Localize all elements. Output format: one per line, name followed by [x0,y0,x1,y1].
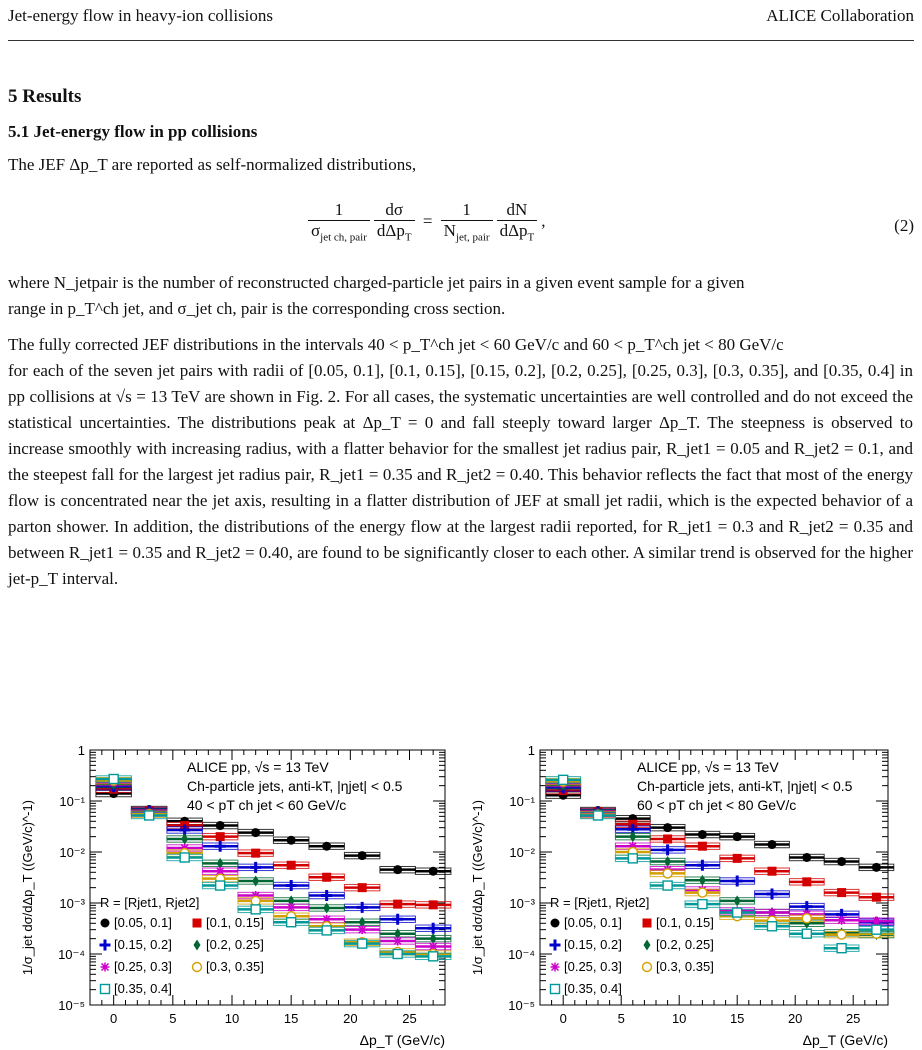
data-point [837,930,846,939]
y-tick-label: 10⁻⁵ [508,998,535,1013]
data-point [837,916,846,925]
data-point [733,832,742,841]
data-point [872,917,881,926]
header-title: Jet-energy flow in heavy-ion collisions [8,6,274,25]
x-axis-label: Δp_T (GeV/c) [359,1032,445,1048]
x-tick-label: 20 [343,1011,358,1026]
running-header [8,0,914,41]
x-tick-label: 0 [110,1011,118,1026]
data-point [802,877,811,886]
x-tick-label: 25 [845,1011,861,1026]
x-tick-label: 25 [402,1011,417,1026]
data-point [698,830,707,839]
data-point [252,876,259,887]
x-tick-label: 10 [224,1011,240,1026]
data-point [109,775,118,784]
legend-marker [193,919,202,928]
data-point [663,834,672,843]
legend-label: [0.05, 0.1] [114,915,172,930]
data-point [216,881,225,890]
data-point [322,926,331,935]
data-point [321,890,332,901]
data-point [429,867,438,876]
y-tick-label: 10⁻⁴ [58,947,85,962]
data-point [181,833,188,844]
legend-label: [0.25, 0.3] [114,959,172,974]
y-tick-label: 10⁻⁵ [58,998,85,1013]
legend-marker [101,985,110,994]
legend-label: [0.35, 0.4] [114,981,172,996]
legend-marker [194,940,201,951]
legend-label: [0.35, 0.4] [564,981,622,996]
y-tick-label: 10⁻³ [509,896,535,911]
data-point [287,903,296,912]
data-point [732,876,743,887]
data-point [215,841,226,852]
legend-marker [101,963,110,972]
x-tick-label: 15 [729,1011,745,1026]
data-point [802,853,811,862]
data-point [698,888,707,897]
data-point [358,851,367,860]
data-point [180,853,189,862]
data-point [837,944,846,953]
data-point [697,860,708,871]
legend-label: [0.2, 0.25] [656,937,714,952]
data-point [872,863,881,872]
x-tick-label: 5 [617,1011,625,1026]
data-point [663,823,672,832]
header-collaboration: ALICE Collaboration [766,6,914,25]
legend-marker [551,963,560,972]
data-point [663,881,672,890]
data-point [628,854,637,863]
subsection-heading: 5.1 Jet-energy flow in pp collisions [8,122,258,141]
data-point [733,854,742,863]
legend-label: [0.1, 0.15] [656,915,714,930]
legend-label: [0.05, 0.1] [564,915,622,930]
data-point [699,875,706,886]
data-point [802,914,811,923]
y-tick-label: 10⁻⁴ [508,947,535,962]
legend-label: [0.15, 0.2] [564,937,622,952]
legend-marker [643,919,652,928]
legend-label: [0.3, 0.35] [206,959,264,974]
y-tick-label: 10⁻³ [59,896,85,911]
legend-title: R = [Rjet1, Rjet2] [550,895,650,910]
data-point [358,939,367,948]
chart-annotation: Ch-particle jets, anti-kT, |ηjet| < 0.5 [187,778,403,794]
data-point [663,869,672,878]
data-point [286,880,297,891]
data-point [872,925,881,934]
paragraph-2-line-1: The fully corrected JEF distributions in the intervals 40 < p_T^ch jet < 60 GeV/c and 60 < p_T^ch jet < 80 GeV/c [8,335,784,354]
legend-label: [0.1, 0.15] [206,915,264,930]
equation-2: $\frac{1}{\sigma_{jet ch, pair}}$ $\frac{d\sigma}{d\Delta p_T}$ = $\frac{1}{N_{jet, pair}}$ $\frac{dN}{d\Delta p_T}$ , (2) [0,198,922,264]
y-tick-label: 1 [527,743,535,758]
data-point [287,836,296,845]
data-point [429,952,438,961]
x-tick-label: 10 [671,1011,687,1026]
legend-marker [550,940,561,951]
legend-marker [643,963,652,972]
data-point [250,862,261,873]
data-point [392,914,403,925]
legend-marker [193,963,202,972]
data-point [734,895,741,906]
legend-label: [0.2, 0.25] [206,937,264,952]
chart-panel-1 [20,743,451,1048]
data-point [698,842,707,851]
y-tick-label: 10⁻² [509,845,535,860]
y-axis-label: 1/σ_jet dσ/dΔp_T ((GeV/c)^-1) [470,800,485,976]
intro-sentence: The JEF Δp_T are reported as self-normalized distributions, [8,155,417,174]
data-point [393,936,402,945]
data-point [216,832,225,841]
data-point [357,902,368,913]
legend-marker [100,940,111,951]
data-point [837,888,846,897]
data-point [393,865,402,874]
chart-panel-2 [470,743,894,1048]
data-point [216,821,225,830]
data-point [145,811,154,820]
legend-marker [551,985,560,994]
data-point [429,900,438,909]
data-point [323,902,330,913]
x-tick-label: 20 [787,1011,803,1026]
y-tick-label: 1 [77,743,85,758]
legend-label: [0.3, 0.35] [656,959,714,974]
data-point [322,842,331,851]
chart-annotation: 60 < pT ch jet < 80 GeV/c [637,797,797,813]
paragraph-2-body: for each of the seven jet pairs with radii of [0.05, 0.1], [0.1, 0.15], [0.15, 0.2], [0.2, 0.25], [0.25, 0.3], [0.3, 0.35], and [0.35, 0.4] in pp collisions at √s = 13 TeV are shown in Fig. 2. For all cases, the systematic uncertainties are well controlled and do not exceed the statistical uncertainties. The distributions peak at Δp_T = 0 and fall steeply toward larger Δp_T. The steepness is observed to increase smoothly with increasing radius, with a flatter behavior for the smallest jet radius pair, R_jet1 = 0.05 and R_jet2 = 0.1, and the steepest fall for the largest jet radius pair, R_jet1 = 0.35 and R_jet2 = 0.40. This behavior reflects the fact that most of the energy flow is concentrated near the jet axis, resulting in a flatter distribution of JEF at small jet radii, which is the expected behavior of a parton shower. In addition, the distributions of the energy flow at the largest radii reported, for R_jet1 = 0.3 and R_jet2 = 0.35 and between R_jet1 = 0.35 and R_jet2 = 0.40, are found to be significantly closer to each other. A similar trend is observed for the higher jet-p_T interval. [8,361,913,588]
data-point [559,775,568,784]
chart-annotation: ALICE pp, √s = 13 TeV [187,759,329,775]
legend-label: [0.25, 0.3] [564,959,622,974]
y-tick-label: 10⁻² [59,845,85,860]
data-point [287,861,296,870]
data-point [662,844,673,855]
data-point [767,889,778,900]
data-point [393,950,402,959]
data-point [251,849,260,858]
chart-annotation: 40 < pT ch jet < 60 GeV/c [187,797,347,813]
data-point [768,922,777,931]
chart-annotation: ALICE pp, √s = 13 TeV [637,759,779,775]
data-point [393,900,402,909]
data-point [768,840,777,849]
x-tick-label: 15 [283,1011,299,1026]
y-tick-label: 10⁻¹ [509,794,535,809]
x-tick-label: 0 [559,1011,567,1026]
legend-title: R = [Rjet1, Rjet2] [100,895,200,910]
data-point [251,828,260,837]
legend-marker [551,919,560,928]
chart-annotation: Ch-particle jets, anti-kT, |ηjet| < 0.5 [637,778,853,794]
data-point [768,867,777,876]
data-point [251,905,260,914]
y-tick-label: 10⁻¹ [59,794,85,809]
data-point [251,896,260,905]
equation-number: (2) [894,216,914,235]
y-axis-label: 1/σ_jet dσ/dΔp_T ((GeV/c)^-1) [20,800,35,976]
data-point [358,925,367,934]
section-heading: 5 Results [8,86,82,107]
legend-marker [644,940,651,951]
x-tick-label: 5 [169,1011,177,1026]
data-point [698,900,707,909]
legend-label: [0.15, 0.2] [114,937,172,952]
paragraph-1-line-1: where N_jetpair is the number of reconstructed charged-particle jet pairs in a given event sample for a given [8,273,745,292]
data-point [872,893,881,902]
paragraph-1-line-2: range in p_T^ch jet, and σ_jet ch, pair is the corresponding cross section. [8,299,506,318]
data-point [287,918,296,927]
data-point [594,811,603,820]
data-point [733,908,742,917]
data-point [428,923,439,934]
data-point [802,929,811,938]
data-point [322,873,331,882]
legend-marker [101,919,110,928]
x-axis-label: Δp_T (GeV/c) [802,1032,888,1048]
figure-2 [0,720,922,1050]
data-point [358,883,367,892]
data-point [837,857,846,866]
